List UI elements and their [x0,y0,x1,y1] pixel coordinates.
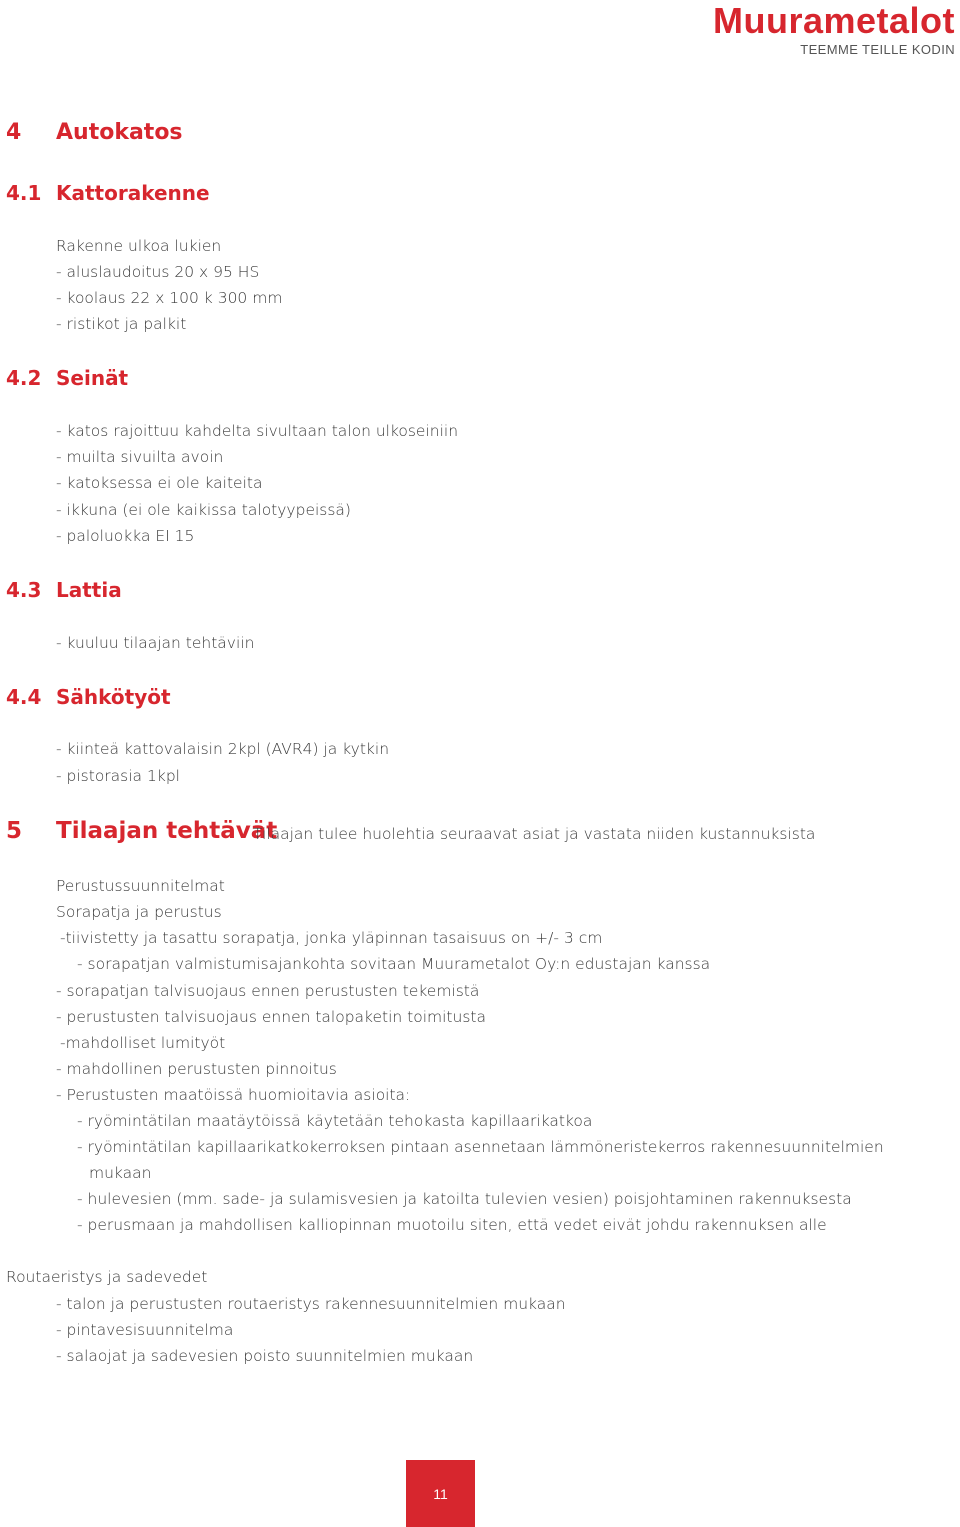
section-number: 4.4 [6,685,42,709]
section-4-1-heading [6,181,210,205]
text-line: - salaojat ja sadevesien poisto suunnitelmien mukaan [56,1347,474,1365]
text-line: - sorapatjan talvisuojaus ennen perustusten tekemistä [56,982,480,1000]
section-number: 5 [6,818,23,844]
text-line: - pistorasia 1kpl [56,767,180,785]
page-number: 11 [406,1460,475,1527]
section-title: Kattorakenne [56,181,210,205]
text-line: - katos rajoittuu kahdelta sivultaan talon ulkoseiniin [56,422,459,440]
section-4-4-heading [6,685,171,709]
brand-name: Muurametalot [712,0,955,41]
brand-logo [713,2,955,57]
text-line: - sorapatjan valmistumisajankohta sovitaan Muurametalot Oy:n edustajan kanssa [77,955,711,973]
section-4-heading [6,120,183,145]
text-line: - Perustusten maatöissä huomioitavia asioita: [56,1086,411,1104]
section-title: Sähkötyöt [56,685,171,709]
text-line: - talon ja perustusten routaeristys rakennesuunnitelmien mukaan [56,1295,566,1313]
text-line: - katoksessa ei ole kaiteita [56,474,263,492]
text-line: - perusmaan ja mahdollisen kalliopinnan muotoilu siten, että vedet eivät johdu rakennuksen alle [77,1216,827,1234]
text-line: - hulevesien (mm. sade- ja sulamisvesien ja katoilta tulevien vesien) poisjohtaminen rakennuksesta [77,1190,852,1208]
section-title: Seinät [56,366,129,390]
text-line: - ikkuna (ei ole kaikissa talotyypeissä) [56,501,351,519]
text-line: - ryömintätilan maatäytöissä käytetään tehokasta kapillaarikatkoa [77,1112,593,1130]
text-line: - pintavesisuunnitelma [56,1321,234,1339]
section-number: 4.2 [6,366,42,390]
text-line: - perustusten talvisuojaus ennen talopaketin toimitusta [56,1008,486,1026]
brand-tagline: TEEMME TEILLE KODIN [800,42,955,57]
text-line: -tiivistetty ja tasattu sorapatja, jonka yläpinnan tasaisuus on +/- 3 cm [60,929,603,947]
text-line: mukaan [89,1164,152,1182]
section-intro: Tilaajan tulee huolehtia seuraavat asiat ja vastata niiden kustannuksista [253,825,816,843]
section-5-heading [6,818,277,844]
subsection-title: Routaeristys ja sadevedet [6,1268,208,1286]
text-line: - paloluokka EI 15 [56,527,195,545]
text-line: - aluslaudoitus 20 x 95 HS [56,263,260,281]
text-line: Rakenne ulkoa lukien [56,237,222,255]
text-line: - kuuluu tilaajan tehtäviin [56,634,255,652]
text-line: - muilta sivuilta avoin [56,448,224,466]
section-title: Autokatos [56,120,183,145]
text-line: - ristikot ja palkit [56,315,187,333]
text-line: Perustussuunnitelmat [56,877,225,895]
section-title: Tilaajan tehtävät [56,818,278,844]
section-title: Lattia [56,578,122,602]
section-4-2-heading [6,366,128,390]
text-line: - koolaus 22 x 100 k 300 mm [56,289,283,307]
text-line: -mahdolliset lumityöt [60,1034,226,1052]
text-line: Sorapatja ja perustus [56,903,222,921]
section-4-3-heading [6,578,122,602]
section-number: 4 [6,120,22,145]
section-number: 4.1 [6,181,42,205]
text-line: - mahdollinen perustusten pinnoitus [56,1060,337,1078]
section-number: 4.3 [6,578,42,602]
text-line: - ryömintätilan kapillaarikatkokerroksen pintaan asennetaan lämmöneristekerros rakennesuunnitelmien [77,1138,884,1156]
text-line: - kiinteä kattovalaisin 2kpl (AVR4) ja kytkin [56,740,390,758]
